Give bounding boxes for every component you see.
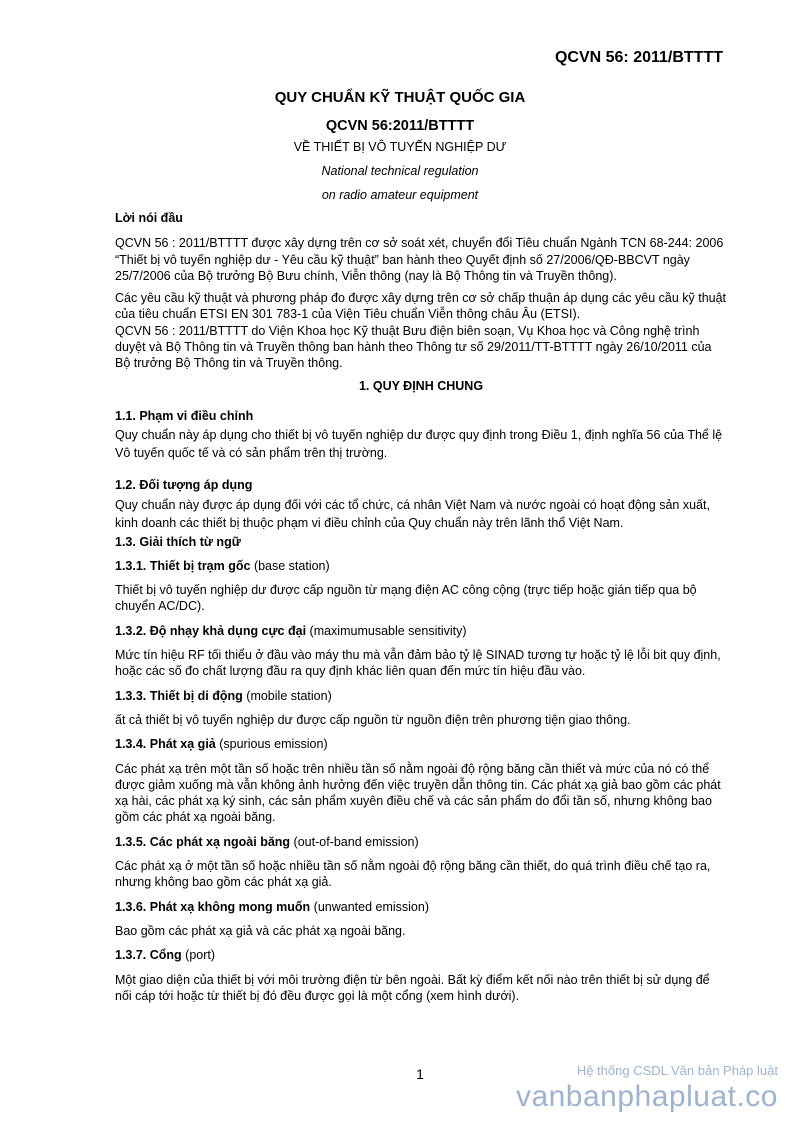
definition-1-3-4-heading [115,736,727,752]
definition-english: (spurious emission) [219,737,328,752]
definition-english: (unwanted emission) [313,899,429,914]
definition-1-3-2-heading [115,623,727,639]
definition-english: (port) [185,948,216,963]
definition-english: (mobile station) [246,688,332,703]
watermark-site: vanbanphapluat.co [515,1080,778,1113]
definition-1-3-1-heading [115,558,727,574]
definition-1-3-6-heading [115,899,727,915]
definition-1-3-2-text: Mức tín hiệu RF tối thiểu ở đầu vào máy thu mà vẫn đảm bảo tỷ lệ SINAD tương tự hoặc tỷ lệ lỗi bit quy định, hoặc các số đo chất lượng đầu ra quy định khác liên quan đến mức tín hiệu đầu vào. [115,648,721,679]
foreword-paragraph-3: QCVN 56 : 2011/BTTTT do Viện Khoa học Kỹ thuật Bưu điện biên soạn, Vụ Khoa học và Công nghệ trình duyệt và Bộ Thông tin và Truyền thông ban hành theo Thông tư số 29/2011/TT-BTTTT ngày 26/10/2011 của Bộ trưởng Bộ Thông tin và Truyền thông. [115,323,712,371]
definition-term: 1.3.5. Các phát xạ ngoài băng [115,834,291,849]
section-1-2-heading: 1.2. Đối tượng áp dụng [115,478,253,493]
definition-english: (out-of-band emission) [293,834,419,849]
definition-term: 1.3.4. Phát xạ giả [115,737,216,752]
definition-1-3-7-heading [115,947,727,963]
document-body [115,210,727,1004]
definition-term: 1.3.3. Thiết bị di động [115,688,243,703]
definition-1-3-5-heading [115,834,727,850]
section-1-1-text: Quy chuẩn này áp dụng cho thiết bị vô tuyến nghiệp dư được quy định trong Điều 1, định nghĩa 56 của Thể lệ Vô tuyến quốc tế và có sản phẩm trên thị trường. [115,428,723,461]
definition-1-3-3-text: ất cả thiết bị vô tuyến nghiệp dư được cấp nguồn từ nguồn điện trên phương tiện giao thông. [115,712,631,727]
watermark-caption: Hệ thống CSDL Văn bản Pháp luật [576,1063,778,1078]
section-1-title: 1. QUY ĐỊNH CHUNG [358,378,484,393]
definition-english: (base station) [253,558,330,573]
definition-term: 1.3.1. Thiết bị trạm gốc [115,558,251,573]
definition-term: 1.3.7. Cổng [115,948,182,963]
definition-1-3-5-text: Các phát xạ ở một tần số hoặc nhiều tần số nằm ngoài độ rộng băng cần thiết, do quá trình điều chế tạo ra, nhưng không bao gồm các phát xạ giả. [115,859,711,890]
page-number: 1 [416,1066,424,1082]
document-code-header: QCVN 56: 2011/BTTTT [554,49,723,66]
english-title-line-1: National technical regulation [321,164,479,178]
section-1-2-text: Quy chuẩn này được áp dụng đối với các tổ chức, cá nhân Việt Nam và nước ngoài có hoạt động sản xuất, kinh doanh các thiết bị thuộc phạm vi điều chỉnh của Quy chuẩn này trên lãnh thổ Việt Nam. [115,497,710,530]
definition-1-3-1-text: Thiết bị vô tuyến nghiệp dư được cấp nguồn từ mạng điện AC công cộng (trực tiếp hoặc gián tiếp qua bộ chuyển AC/DC). [115,583,697,614]
definition-1-3-4-text: Các phát xạ trên một tần số hoặc trên nhiều tần số nằm ngoài độ rộng băng cần thiết và mức của nó có thể được giảm xuống mà vẫn không ảnh hưởng đến việc truyền dẫn thông tin. Các phát xạ giả bao gồm các phát xạ hài, các phát xạ ký sinh, các sản phẩm xuyên điều chế và các sản phẩm do đổi tần số, nhưng không bao gồm các phát xạ ngoài băng. [115,761,721,825]
foreword-paragraph-2: Các yêu cầu kỹ thuật và phương pháp đo được xây dựng trên cơ sở chấp thuận áp dụng các yêu cầu kỹ thuật của tiêu chuẩn ETSI EN 301 783-1 của Viện Tiêu chuẩn Viễn thông châu Âu (ETSI). [115,291,727,322]
english-title-line-2: on radio amateur equipment [321,188,479,202]
section-1-3-heading: 1.3. Giải thích từ ngữ [115,534,241,549]
definition-term: 1.3.6. Phát xạ không mong muốn [115,899,311,914]
document-title: QUY CHUẨN KỸ THUẬT QUỐC GIA [274,89,526,106]
definition-1-3-6-text: Bao gồm các phát xạ giả và các phát xạ ngoài băng. [115,923,406,938]
definition-1-3-7-text: Một giao diện của thiết bị với môi trường điện từ bên ngoài. Bất kỳ điểm kết nối nào trên thiết bị sử dụng để nối cáp tới hoặc từ thiết bị đó đều được gọi là một cổng (xem hình dưới). [115,972,710,1003]
definition-term: 1.3.2. Độ nhạy khả dụng cực đại [115,623,307,638]
regulation-number: QCVN 56:2011/BTTTT [325,118,475,134]
foreword-heading: Lời nói đầu [115,211,183,225]
definition-english: (maximumusable sensitivity) [309,623,467,638]
section-1-1-heading: 1.1. Phạm vi điều chỉnh [115,408,254,423]
document-subtitle: VỀ THIẾT BỊ VÔ TUYẾN NGHIỆP DƯ [293,140,507,154]
foreword-paragraph-1: QCVN 56 : 2011/BTTTT được xây dựng trên cơ sở soát xét, chuyển đổi Tiêu chuẩn Ngành TCN 68-244: 2006 “Thiết bị vô tuyến nghiệp dư - Yêu cầu kỹ thuật” ban hành theo Quyết định số 27/2006/QĐ-BBCVT ngày 25/7/2006 của Bộ trưởng Bộ Bưu chính, Viễn thông (nay là Bộ Thông tin và Truyền thông). [115,236,724,283]
definition-1-3-3-heading [115,688,727,704]
